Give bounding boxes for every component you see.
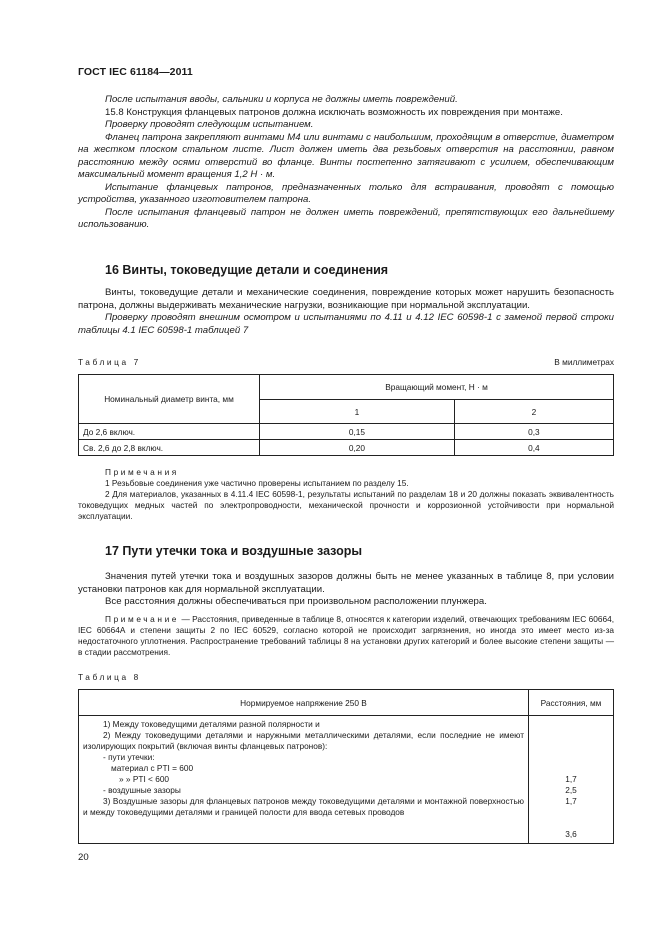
note-item: 1 Резьбовые соединения уже частично проверены испытанием по разделу 15.: [105, 478, 409, 488]
paragraph: Проверку проводят внешним осмотром и испытаниями по 4.11 и 4.12 IEC 60598-1 с заменой первой строки таблицы 4.1 IEC 60598-1 таблицей 7: [78, 312, 614, 336]
list-item: - воздушные зазоры: [103, 785, 181, 795]
table-7-label: Таблица 7: [78, 357, 141, 367]
table-header-cell: Вращающий момент, Н · м: [260, 375, 614, 400]
list-item: 3) Воздушные зазоры для фланцевых патронов между токоведущими деталями и монтажной поверхностью и между токоведущими деталями и границей полости для ввода сетевых проводов: [83, 796, 524, 817]
paragraph: Фланец патрона закрепляют винтами М4 или винтами с наибольшим, проходящим в отверстие, диаметром на жестком плоском стальном листе. Лист должен иметь два резьбовых отверстия на расстоянии, равном расстоянию между осями отверстий во фланце. Винты постепенно затягивают с усилием, обеспечивающим максимальный момент вращения 1,2 Н · м.: [78, 131, 614, 180]
paragraph: Проверку проводят следующим испытанием.: [105, 119, 314, 130]
table-cell: [529, 716, 614, 844]
page-number: 20: [78, 852, 89, 863]
table-header-cell: Номинальный диаметр винта, мм: [79, 375, 260, 424]
list-item: 2) Между токоведущими деталями и наружными металлическими деталями, если последние не имеют изолирующих покрытий (включая винты фланцевых патронов):: [83, 730, 524, 751]
value-flange: 3,6: [565, 829, 577, 839]
value-pti-lt-600: 2,5: [565, 785, 577, 795]
table-row: [79, 716, 614, 844]
table-cell: 0,15: [260, 424, 455, 440]
section-16-body: [78, 287, 614, 337]
list-item: 1) Между токоведущими деталями разной полярности и: [103, 719, 320, 729]
paragraph: После испытания вводы, сальники и корпуса не должны иметь повреждений.: [105, 94, 458, 105]
table-7-notes: [78, 467, 614, 522]
table-header-cell: 1: [260, 400, 455, 424]
table-cell: До 2,6 включ.: [79, 424, 260, 440]
table-7: [78, 374, 614, 456]
list-item: » » PTI < 600: [119, 774, 170, 784]
table-header-cell: Нормируемое напряжение 250 В: [79, 690, 529, 716]
paragraph: Винты, токоведущие детали и механические соединения, повреждение которых может нарушить безопасность патрона, должны выдерживать механические нагрузки, возникающие при нормальной эксплуатации.: [78, 287, 614, 311]
value-pti-600: 1,7: [565, 774, 577, 784]
table-row: [79, 440, 614, 456]
table-header-cell: Расстояния, мм: [529, 690, 614, 716]
section-17-heading: 17 Пути утечки тока и воздушные зазоры: [105, 544, 363, 558]
notes-title: Примечания: [105, 467, 179, 477]
note-text: — Расстояния, приведенные в таблице 8, относятся к категории изделий, отвечающих требованиям IEC 60664, IEC 60664А и степени защиты 2 по IEC 60529, согласно которой не происходит загрязнения, но иногда это имеет место из-за недостаточного уплотнения. Распространение требований таблицы 8 на установки других категорий и более высокие степени защиты — в стадии рассмотрения.: [78, 614, 614, 657]
section-15-continuation: [78, 94, 614, 232]
table-8-label: Таблица 8: [78, 672, 141, 682]
section-16-heading: 16 Винты, токоведущие детали и соединения: [105, 263, 389, 277]
note-item: 2 Для материалов, указанных в 4.11.4 IEC 60598-1, результаты испытаний по разделам 18 и 20 должны показать эквивалентность токоведущих медных частей по электропроводности, механической прочности и коррозионной устойчивости при нормальной эксплуатации.: [78, 489, 614, 521]
value-air-gap: 1,7: [565, 796, 577, 806]
section-17-body: [78, 571, 614, 609]
table-cell: 0,3: [454, 424, 613, 440]
note-label: Примечание: [105, 614, 180, 624]
table-cell: 0,4: [454, 440, 613, 456]
paragraph: Все расстояния должны обеспечиваться при произвольном расположении плунжера.: [105, 596, 487, 607]
list-item: материал с PTI = 600: [111, 763, 194, 773]
paragraph: Значения путей утечки тока и воздушных зазоров должны быть не менее указанных в таблице 8, при условии установки патронов как для нормальной эксплуатации.: [78, 571, 614, 595]
table-cell: 0,20: [260, 440, 455, 456]
table-row: [79, 424, 614, 440]
paragraph-15-8: 15.8 Конструкция фланцевых патронов должна исключать возможность их повреждения при монтаже.: [105, 106, 563, 118]
list-item: - пути утечки:: [103, 752, 155, 762]
table-header-cell: 2: [454, 400, 613, 424]
table-cell: [79, 716, 529, 844]
table-8: [78, 689, 614, 844]
section-17-note: [78, 614, 614, 658]
table-cell: Св. 2,6 до 2,8 включ.: [79, 440, 260, 456]
document-header: ГОСТ IEC 61184—2011: [78, 66, 193, 78]
paragraph: После испытания фланцевый патрон не должен иметь повреждений, препятствующих его дальнейшему использованию.: [78, 206, 614, 230]
paragraph: Испытание фланцевых патронов, предназначенных только для встраивания, проводят с помощью устройства, указанного изготовителем патрона.: [78, 181, 614, 205]
table-7-units: В миллиметрах: [554, 357, 614, 367]
